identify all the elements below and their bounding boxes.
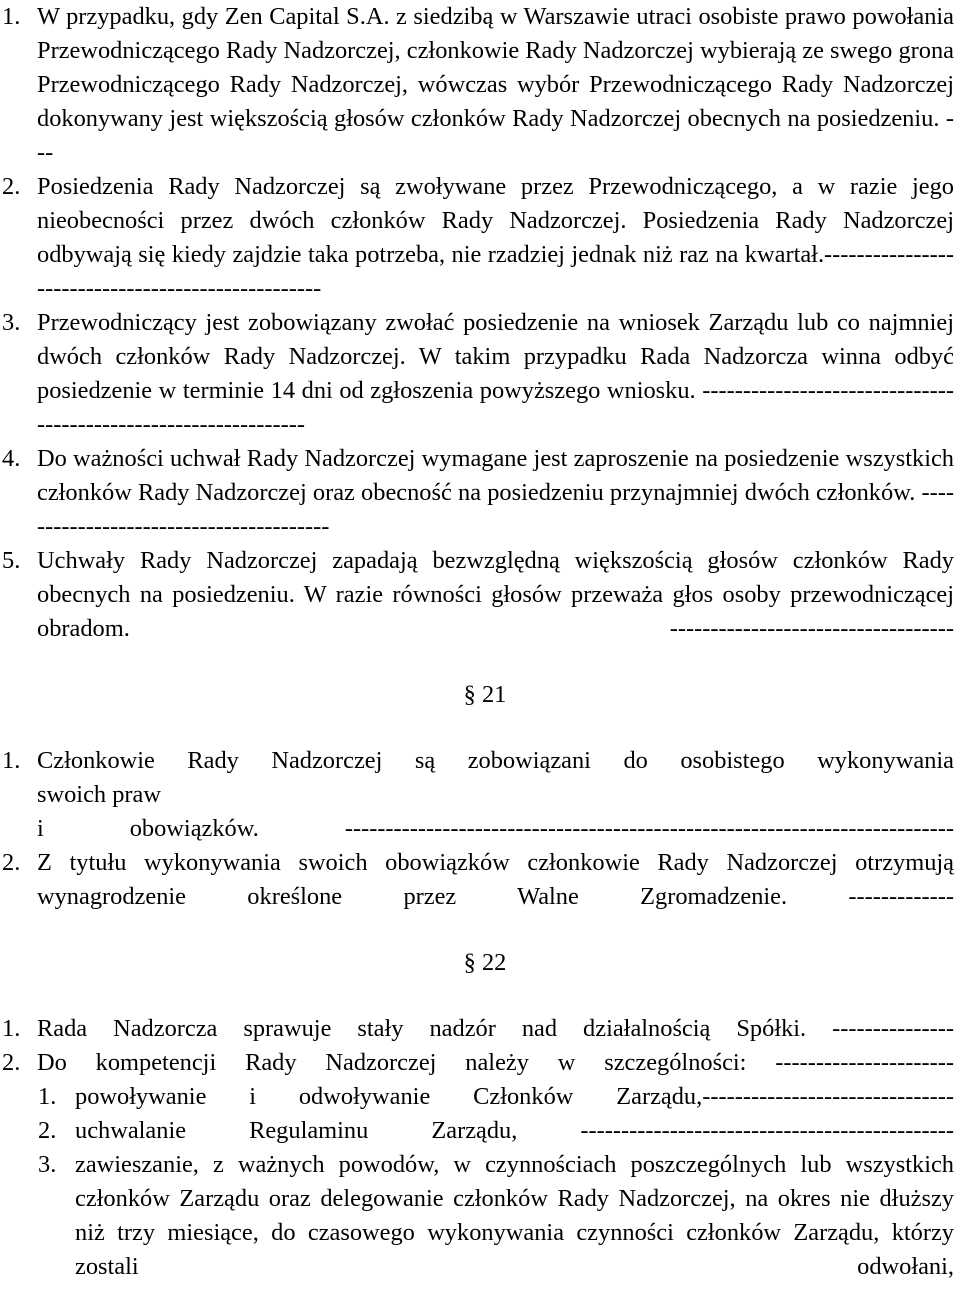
section-21-heading: § 21 xyxy=(463,681,507,708)
section-21-item-2 xyxy=(0,846,954,914)
section-21-item-1-cont2 xyxy=(0,812,954,846)
item-text: Z tytułu wykonywania swoich obowiązków członkowie Rady Nadzorczej otrzymują wynagrodzenie określone przez Walne Zgromadzenie. ------------- xyxy=(37,849,954,910)
section-21-item-1-cont xyxy=(0,778,954,812)
item-number: 5. xyxy=(2,547,21,574)
item-text-line: i obowiązków. --------------------------------------------------------------------------- xyxy=(37,815,954,842)
item-number: 1. xyxy=(2,1015,21,1042)
item-number: 4. xyxy=(2,445,21,472)
section-20 xyxy=(0,0,954,646)
spacer xyxy=(0,712,954,744)
section-21 xyxy=(0,744,954,914)
section-20-item-1 xyxy=(0,0,954,170)
item-number: 1. xyxy=(2,747,21,774)
item-text: Rada Nadzorcza sprawuje stały nadzór nad działalnością Spółki. --------------- xyxy=(37,1015,954,1042)
section-22-item-2 xyxy=(0,1046,954,1080)
section-20-item-2 xyxy=(0,170,954,306)
section-20-item-5 xyxy=(0,544,954,646)
section-22-subitem-1 xyxy=(0,1080,954,1114)
item-number: 2. xyxy=(2,849,21,876)
item-number: 1. xyxy=(2,3,21,30)
section-20-item-3 xyxy=(0,306,954,442)
item-text-line: Członkowie Rady Nadzorczej są zobowiązani do osobistego wykonywania xyxy=(37,747,954,774)
spacer xyxy=(0,646,954,678)
subitem-text: powoływanie i odwoływanie Członków Zarządu,------------------------------- xyxy=(75,1083,954,1110)
section-22 xyxy=(0,1012,954,1284)
section-21-item-1 xyxy=(0,744,954,778)
subitem-text: uchwalanie Regulaminu Zarządu, ---------------------------------------------- xyxy=(75,1117,954,1144)
item-text: Posiedzenia Rady Nadzorczej są zwoływane przez Przewodniczącego, a w razie jego nieobecności przez dwóch członków Rady Nadzorczej. Posiedzenia Rady Nadzorczej odbywają się kiedy zajdzie taka potrzeba, nie rzadziej jednak niż raz na kwartał.--------------------------------------------------- xyxy=(37,173,954,302)
item-number: 2. xyxy=(2,173,21,200)
item-text: Przewodniczący jest zobowiązany zwołać posiedzenie na wniosek Zarządu lub co najmniej dwóch członków Rady Nadzorczej. W takim przypadku Rada Nadzorcza winna odbyć posiedzenie w terminie 14 dni od zgłoszenia powyższego wniosku. ---------------------------------------------------------------- xyxy=(37,309,954,438)
section-22-item-1 xyxy=(0,1012,954,1046)
subitem-text: zawieszanie, z ważnych powodów, w czynnościach poszczególnych lub wszystkich członków Zarządu oraz delegowanie członków Rady Nadzorczej, na okres nie dłuższy niż trzy miesiące, do czasowego wykonywania czynności członków Zarządu, którzy zostali odwołani, xyxy=(75,1151,954,1280)
section-20-item-4 xyxy=(0,442,954,544)
spacer xyxy=(0,980,954,1012)
item-number: 3. xyxy=(2,309,21,336)
item-text: W przypadku, gdy Zen Capital S.A. z siedzibą w Warszawie utraci osobiste prawo powołania Przewodniczącego Rady Nadzorczej, członkowie Rady Nadzorczej wybierają ze swego grona Przewodniczącego Rady Nadzorczej, wówczas wybór Przewodniczącego Rady Nadzorczej dokonywany jest większością głosów członków Rady Nadzorczej obecnych na posiedzeniu. --- xyxy=(37,3,954,166)
subitem-number: 2. xyxy=(38,1117,57,1144)
item-text-line: swoich praw xyxy=(37,781,161,808)
section-22-subitem-3 xyxy=(0,1148,954,1284)
item-text: Do kompetencji Rady Nadzorczej należy w szczególności: ---------------------- xyxy=(37,1049,954,1076)
section-22-subitem-2 xyxy=(0,1114,954,1148)
item-text: Do ważności uchwał Rady Nadzorczej wymagane jest zaproszenie na posiedzenie wszystkich członków Rady Nadzorczej oraz obecność na posiedzeniu przynajmniej dwóch członków. ---------------------------------------- xyxy=(37,445,954,540)
subitem-number: 1. xyxy=(38,1083,57,1110)
section-22-heading: § 22 xyxy=(463,949,507,976)
item-text: Uchwały Rady Nadzorczej zapadają bezwzględną większością głosów członków Rady obecnych na posiedzeniu. W razie równości głosów przeważa głos osoby przewodniczącej obradom. ----------------------------------- xyxy=(37,547,954,642)
subitem-number: 3. xyxy=(38,1151,57,1178)
item-number: 2. xyxy=(2,1049,21,1076)
spacer xyxy=(0,914,954,946)
